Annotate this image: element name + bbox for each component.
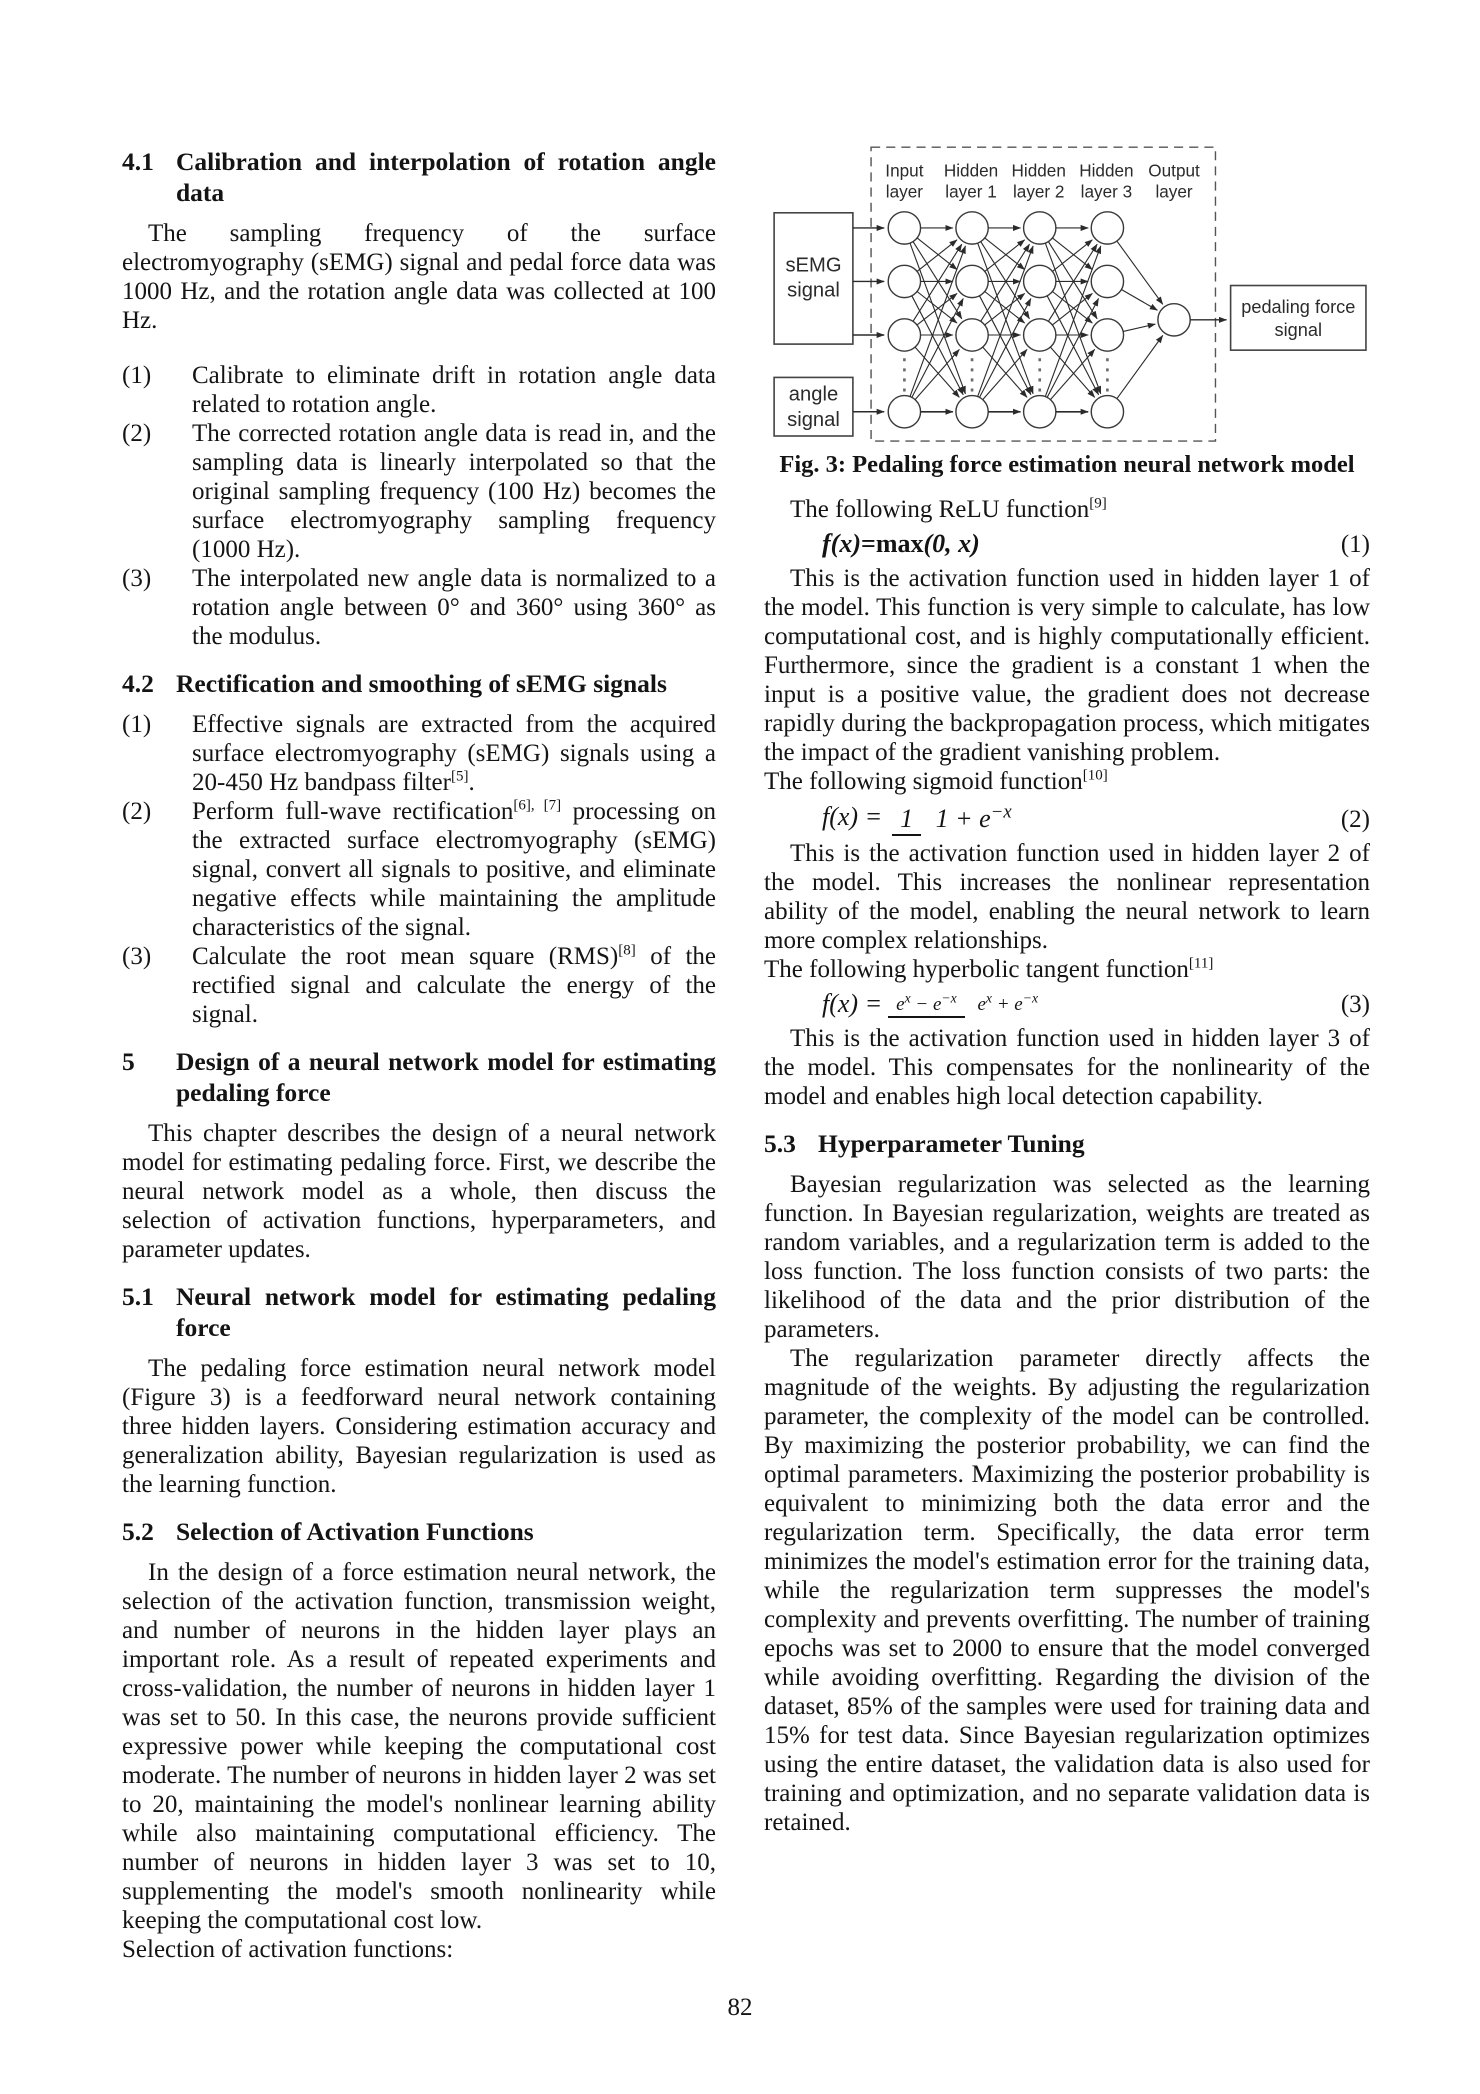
heading-5-1 [122, 1281, 716, 1343]
list-marker: (1) [122, 711, 152, 738]
text: + e [991, 994, 1023, 1016]
heading-4-1 [122, 146, 716, 208]
hidden-layer3-label: layer 3 [1080, 181, 1133, 202]
text: The following ReLU function [790, 496, 1090, 524]
text: e [896, 994, 905, 1016]
paragraph: This is the activation function used in hidden layer 2 of the model. This increases the nonlinear representation ability of the model, enabling the neural network to learn more complex relationships. [764, 839, 1370, 954]
equation-3 [764, 989, 1370, 1019]
exponent: −x [1022, 991, 1039, 1007]
paragraph: This chapter describes the design of a neural network model for estimating pedaling force. First, we describe the neural network model as a whole, then discuss the selection of activation functions, hyperparameters, and parameter updates. [122, 1120, 716, 1263]
semg-signal-label: sEMG [785, 254, 842, 277]
paragraph: This is the activation function used in hidden layer 1 of the model. This function is very simple to calculate, has low computational cost, and is highly computationally efficient. Furthermore, since the gradient is a constant 1 when the input is a positive value, the gradient does not decrease rapidly during the backpropagation process, which mitigates the impact of the gradient vanishing problem. [764, 565, 1370, 767]
paragraph: The pedaling force estimation neural network model (Figure 3) is a feedforward neural network containing three hidden layers. Considering estimation accuracy and generalization ability, Bayesian regularization is used as the learning function. [122, 1355, 716, 1498]
section-title: Hyperparameter Tuning [818, 1128, 1085, 1158]
section-number: 4.1 [122, 147, 154, 176]
lead-in-line: Selection of activation functions: [122, 1936, 454, 1963]
text: 1 + e [935, 803, 991, 833]
section-number: 5.2 [122, 1517, 154, 1546]
citation-superscript: [9] [1089, 495, 1107, 512]
citation-superscript: [6], [7] [513, 797, 562, 814]
right-column [764, 132, 1370, 1837]
paragraph: The sampling frequency of the surface electromyography (sEMG) signal and pedal force data was 1000 Hz, and the rotation angle data was collected at 100 Hz. [122, 220, 716, 334]
list-text: The corrected rotation angle data is read in, and the sampling data is linearly interpolated so that the original sampling frequency (100 Hz) becomes the surface electromyography sampling frequency (1000 Hz). [192, 420, 716, 563]
exponent: x [904, 991, 911, 1007]
exponent: x [985, 991, 992, 1007]
citation-superscript: [10] [1082, 767, 1108, 784]
section-number: 5.1 [122, 1282, 154, 1311]
fraction [888, 992, 1046, 1015]
citation-superscript: [8] [618, 942, 636, 959]
paragraph: The regularization parameter directly affects the magnitude of the weights. By adjusting the regularization parameter, the complexity of the model can be controlled. By maximizing the posterior probability, we can find the optimal parameters. Maximizing the posterior probability is equivalent to minimizing both the data error and the regularization term. Specifically, the data error term minimizes the model's estimation error for the training data, while the regularization term suppresses the model's complexity and prevents overfitting. The number of training epochs was set to 2000 to ensure that the model converged while avoiding overfitting. Regarding the division of the dataset, 85% of the samples were used for training data and 15% for test data. Since Bayesian regularization optimizes using the entire dataset, the validation data is also used for training and optimization, and no separate validation data is retained. [764, 1344, 1370, 1836]
list-item [122, 797, 716, 942]
equation-1 [764, 529, 1370, 559]
hidden-layer2-label: Hidden [1011, 160, 1066, 181]
fraction-numerator: 1 [892, 804, 921, 836]
paragraph: In the design of a force estimation neural network, the selection of the activation function, transmission weight, and number of neurons in the hidden layer plays an important role. As a result of repeated experiments and cross-validation, the number of neurons in hidden layer 1 was set to 50. In this case, the neurons provide sufficient expressive power while keeping the computational cost moderate. The number of neurons in hidden layer 2 was set to 20, maintaining the model's nonlinear learning ability while also maintaining computational efficiency. The number of neurons in hidden layer 3 was set to 10, supplementing the model's smooth nonlinearity while keeping the computational cost low. [122, 1559, 716, 1934]
section-title: Selection of Activation Functions [176, 1517, 534, 1546]
section-title: Design of a neural network model for estimating pedaling force [176, 1047, 716, 1107]
list-text: The interpolated new angle data is normalized to a rotation angle between 0° and 360° using 360° as the modulus. [192, 565, 716, 650]
list-marker: (3) [122, 565, 152, 592]
list-item [122, 942, 716, 1029]
paragraph: This is the activation function used in hidden layer 3 of the model. This compensates for the nonlinearity of the model and enables high local detection capability. [764, 1024, 1370, 1110]
text: e [977, 994, 986, 1016]
section-number: 5 [122, 1047, 135, 1076]
math-lhs: f(x) = [822, 988, 883, 1018]
input-layer-label: Input [885, 160, 924, 181]
list-item [122, 419, 716, 564]
list-marker: (2) [122, 420, 152, 447]
layer-labels [885, 160, 1200, 201]
numbered-list [122, 361, 716, 651]
section-title: Neural network model for estimating pedaling force [176, 1282, 716, 1342]
list-text: Calculate the root mean square (RMS) [192, 943, 619, 970]
fraction-denominator [928, 803, 1020, 833]
section-title: Rectification and smoothing of sEMG signals [176, 669, 667, 698]
neural-network-svg [764, 132, 1370, 447]
list-text: of the rectified signal and calculate the energy of the signal. [192, 943, 716, 1028]
hidden-layer2-label: layer 2 [1012, 181, 1065, 202]
figure-3-neural-network-diagram [764, 132, 1370, 447]
output-layer-label: Output [1148, 160, 1200, 181]
fraction-denominator [969, 993, 1046, 1015]
list-item [122, 710, 716, 797]
equation-2 [764, 801, 1370, 834]
semg-signal-label: signal [787, 279, 840, 302]
page-number: 82 [727, 1994, 753, 2021]
math-operator: = [860, 529, 876, 559]
network-nodes-and-edges [853, 212, 1227, 428]
left-column [122, 146, 716, 1964]
list-text: processing on the extracted surface electromyography (sEMG) signal, convert all signals to positive, and eliminate negative effects while maintaining the amplitude characteristics of the signal. [192, 798, 716, 941]
numbered-list [122, 710, 716, 1029]
math-lhs: f(x) = [822, 802, 883, 832]
equation-number: (3) [1340, 990, 1370, 1018]
heading-4-2 [122, 668, 716, 699]
heading-5-3 [764, 1128, 1370, 1159]
text: The following sigmoid function [764, 768, 1083, 796]
angle-signal-label: signal [787, 408, 840, 431]
pedaling-force-label: signal [1274, 320, 1323, 341]
exponent: −x [990, 801, 1012, 823]
list-text: . [468, 769, 475, 796]
figure-caption: Fig. 3: Pedaling force estimation neural network model [779, 451, 1355, 479]
fraction-numerator [888, 991, 965, 1018]
list-item [122, 361, 716, 419]
list-item [122, 564, 716, 651]
section-title: Calibration and interpolation of rotation angle data [176, 147, 716, 207]
equation-number: (2) [1340, 805, 1370, 833]
text: The following hyperbolic tangent function [764, 955, 1189, 983]
heading-5-2 [122, 1516, 716, 1547]
list-marker: (2) [122, 798, 152, 825]
pedaling-force-label: pedaling force [1241, 296, 1356, 317]
semg-signal-box [774, 213, 853, 344]
equation-number: (1) [1340, 531, 1370, 559]
fraction [892, 801, 1020, 834]
hidden-layer1-label: layer 1 [945, 181, 997, 202]
list-text: Effective signals are extracted from the acquired surface electromyography (sEMG) signals using a 20-450 Hz bandpass filter [192, 711, 716, 796]
section-number: 4.2 [122, 669, 154, 698]
text: − e [910, 994, 942, 1016]
hidden-layer3-label: Hidden [1079, 160, 1134, 181]
list-marker: (3) [122, 943, 152, 970]
list-marker: (1) [122, 362, 152, 389]
math-args: (0, x) [923, 529, 980, 559]
paragraph [764, 955, 1370, 984]
section-number: 5.3 [764, 1128, 796, 1158]
input-layer-label: layer [885, 181, 923, 202]
paragraph [764, 767, 1370, 796]
hidden-layer1-label: Hidden [943, 160, 999, 181]
pedaling-force-box [1231, 286, 1366, 351]
math-lhs: f(x) [822, 529, 861, 559]
angle-signal-label: angle [788, 383, 839, 406]
heading-5 [122, 1046, 716, 1108]
citation-superscript: [11] [1188, 955, 1214, 972]
exponent: −x [941, 991, 957, 1007]
paragraph [764, 495, 1370, 524]
math-function: max [875, 529, 924, 559]
paragraph: Bayesian regularization was selected as the learning function. In Bayesian regularization, weights are treated as random variables, and a regularization term is added to the loss function. The loss function consists of two parts: the likelihood of the data and the prior distribution of the parameters. [764, 1170, 1370, 1343]
output-layer-label: layer [1155, 181, 1193, 202]
list-text: Perform full-wave rectification [192, 798, 514, 825]
list-text: Calibrate to eliminate drift in rotation angle data related to rotation angle. [192, 362, 716, 418]
citation-superscript: [5] [450, 768, 469, 785]
